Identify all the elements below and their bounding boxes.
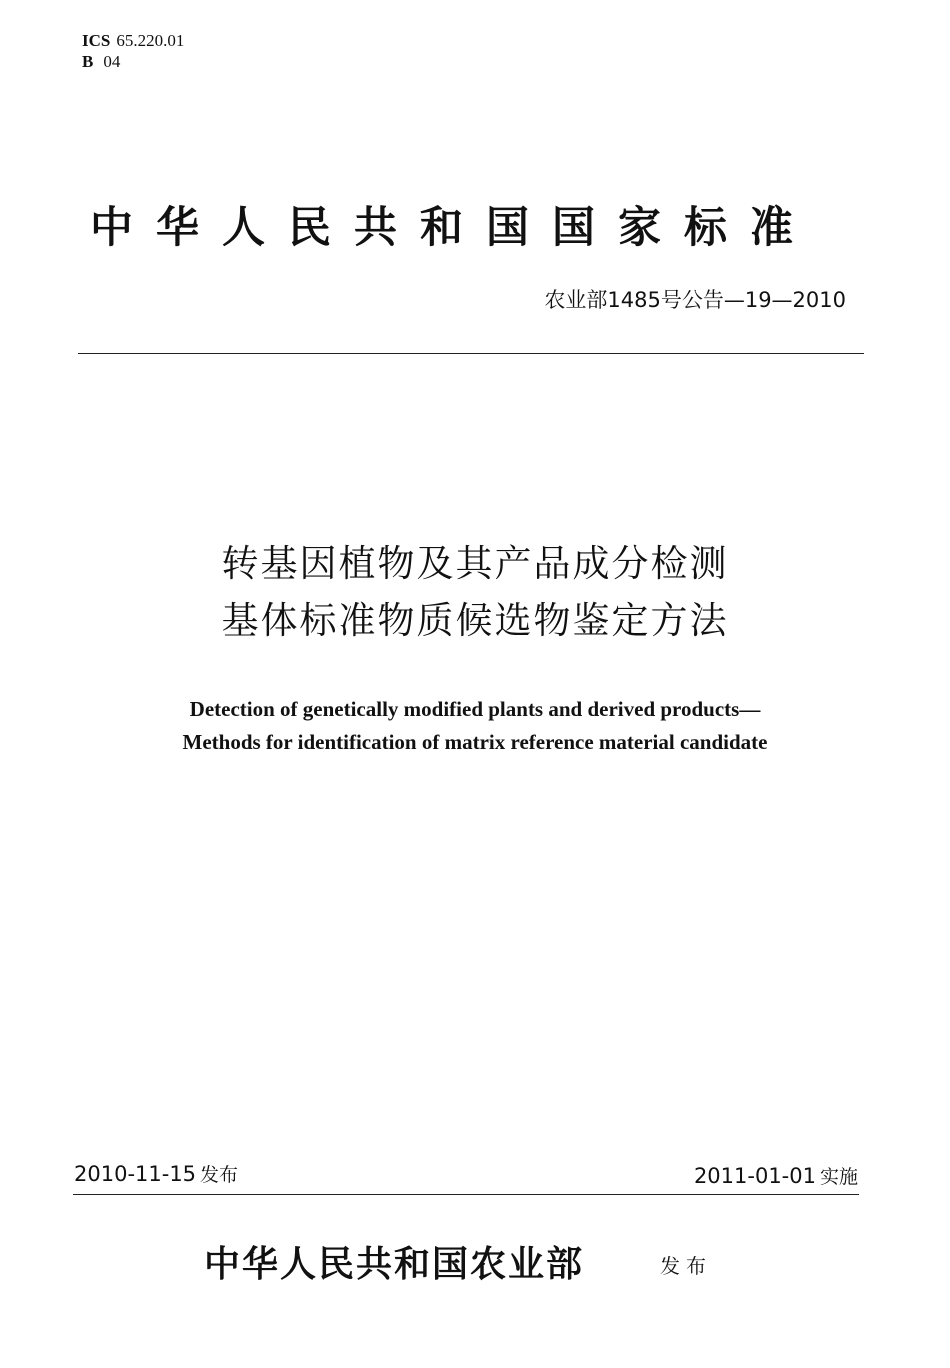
b-code: 04 [103, 52, 121, 71]
header-divider [78, 353, 864, 354]
implementation-date-label: 实施 [819, 1166, 858, 1188]
english-title-line-1: Detection of genetically modified plants and derived products— [189, 697, 761, 721]
english-title-line-2: Methods for identification of matrix reference material candidate [182, 730, 768, 754]
b-label: B [82, 52, 94, 71]
publisher-name: 中华人民共和国农业部 [204, 1243, 585, 1285]
publisher-suffix: 发布 [660, 1254, 712, 1278]
ics-label: ICS [82, 31, 111, 50]
issue-date [74, 1160, 238, 1187]
standard-number: 农业部1485号公告—19—2010 [544, 288, 846, 312]
ics-code: 65.220.01 [116, 31, 185, 50]
chinese-title-line-2: 基体标准物质候选物鉴定方法 [221, 599, 729, 642]
ics-row [82, 30, 184, 51]
implementation-date [694, 1162, 858, 1189]
issue-date-value: 2010-11-15 [74, 1162, 197, 1186]
english-title [0, 693, 950, 759]
b-row [82, 51, 184, 72]
classification-codes [82, 30, 184, 72]
chinese-title-line-1: 转基因植物及其产品成分检测 [221, 542, 729, 585]
chinese-title [0, 535, 950, 649]
standard-type-heading: 中华人民共和国国家标准 [90, 203, 816, 253]
footer-divider [73, 1194, 859, 1195]
implementation-date-value: 2011-01-01 [693, 1164, 816, 1188]
issue-date-label: 发布 [200, 1164, 239, 1186]
